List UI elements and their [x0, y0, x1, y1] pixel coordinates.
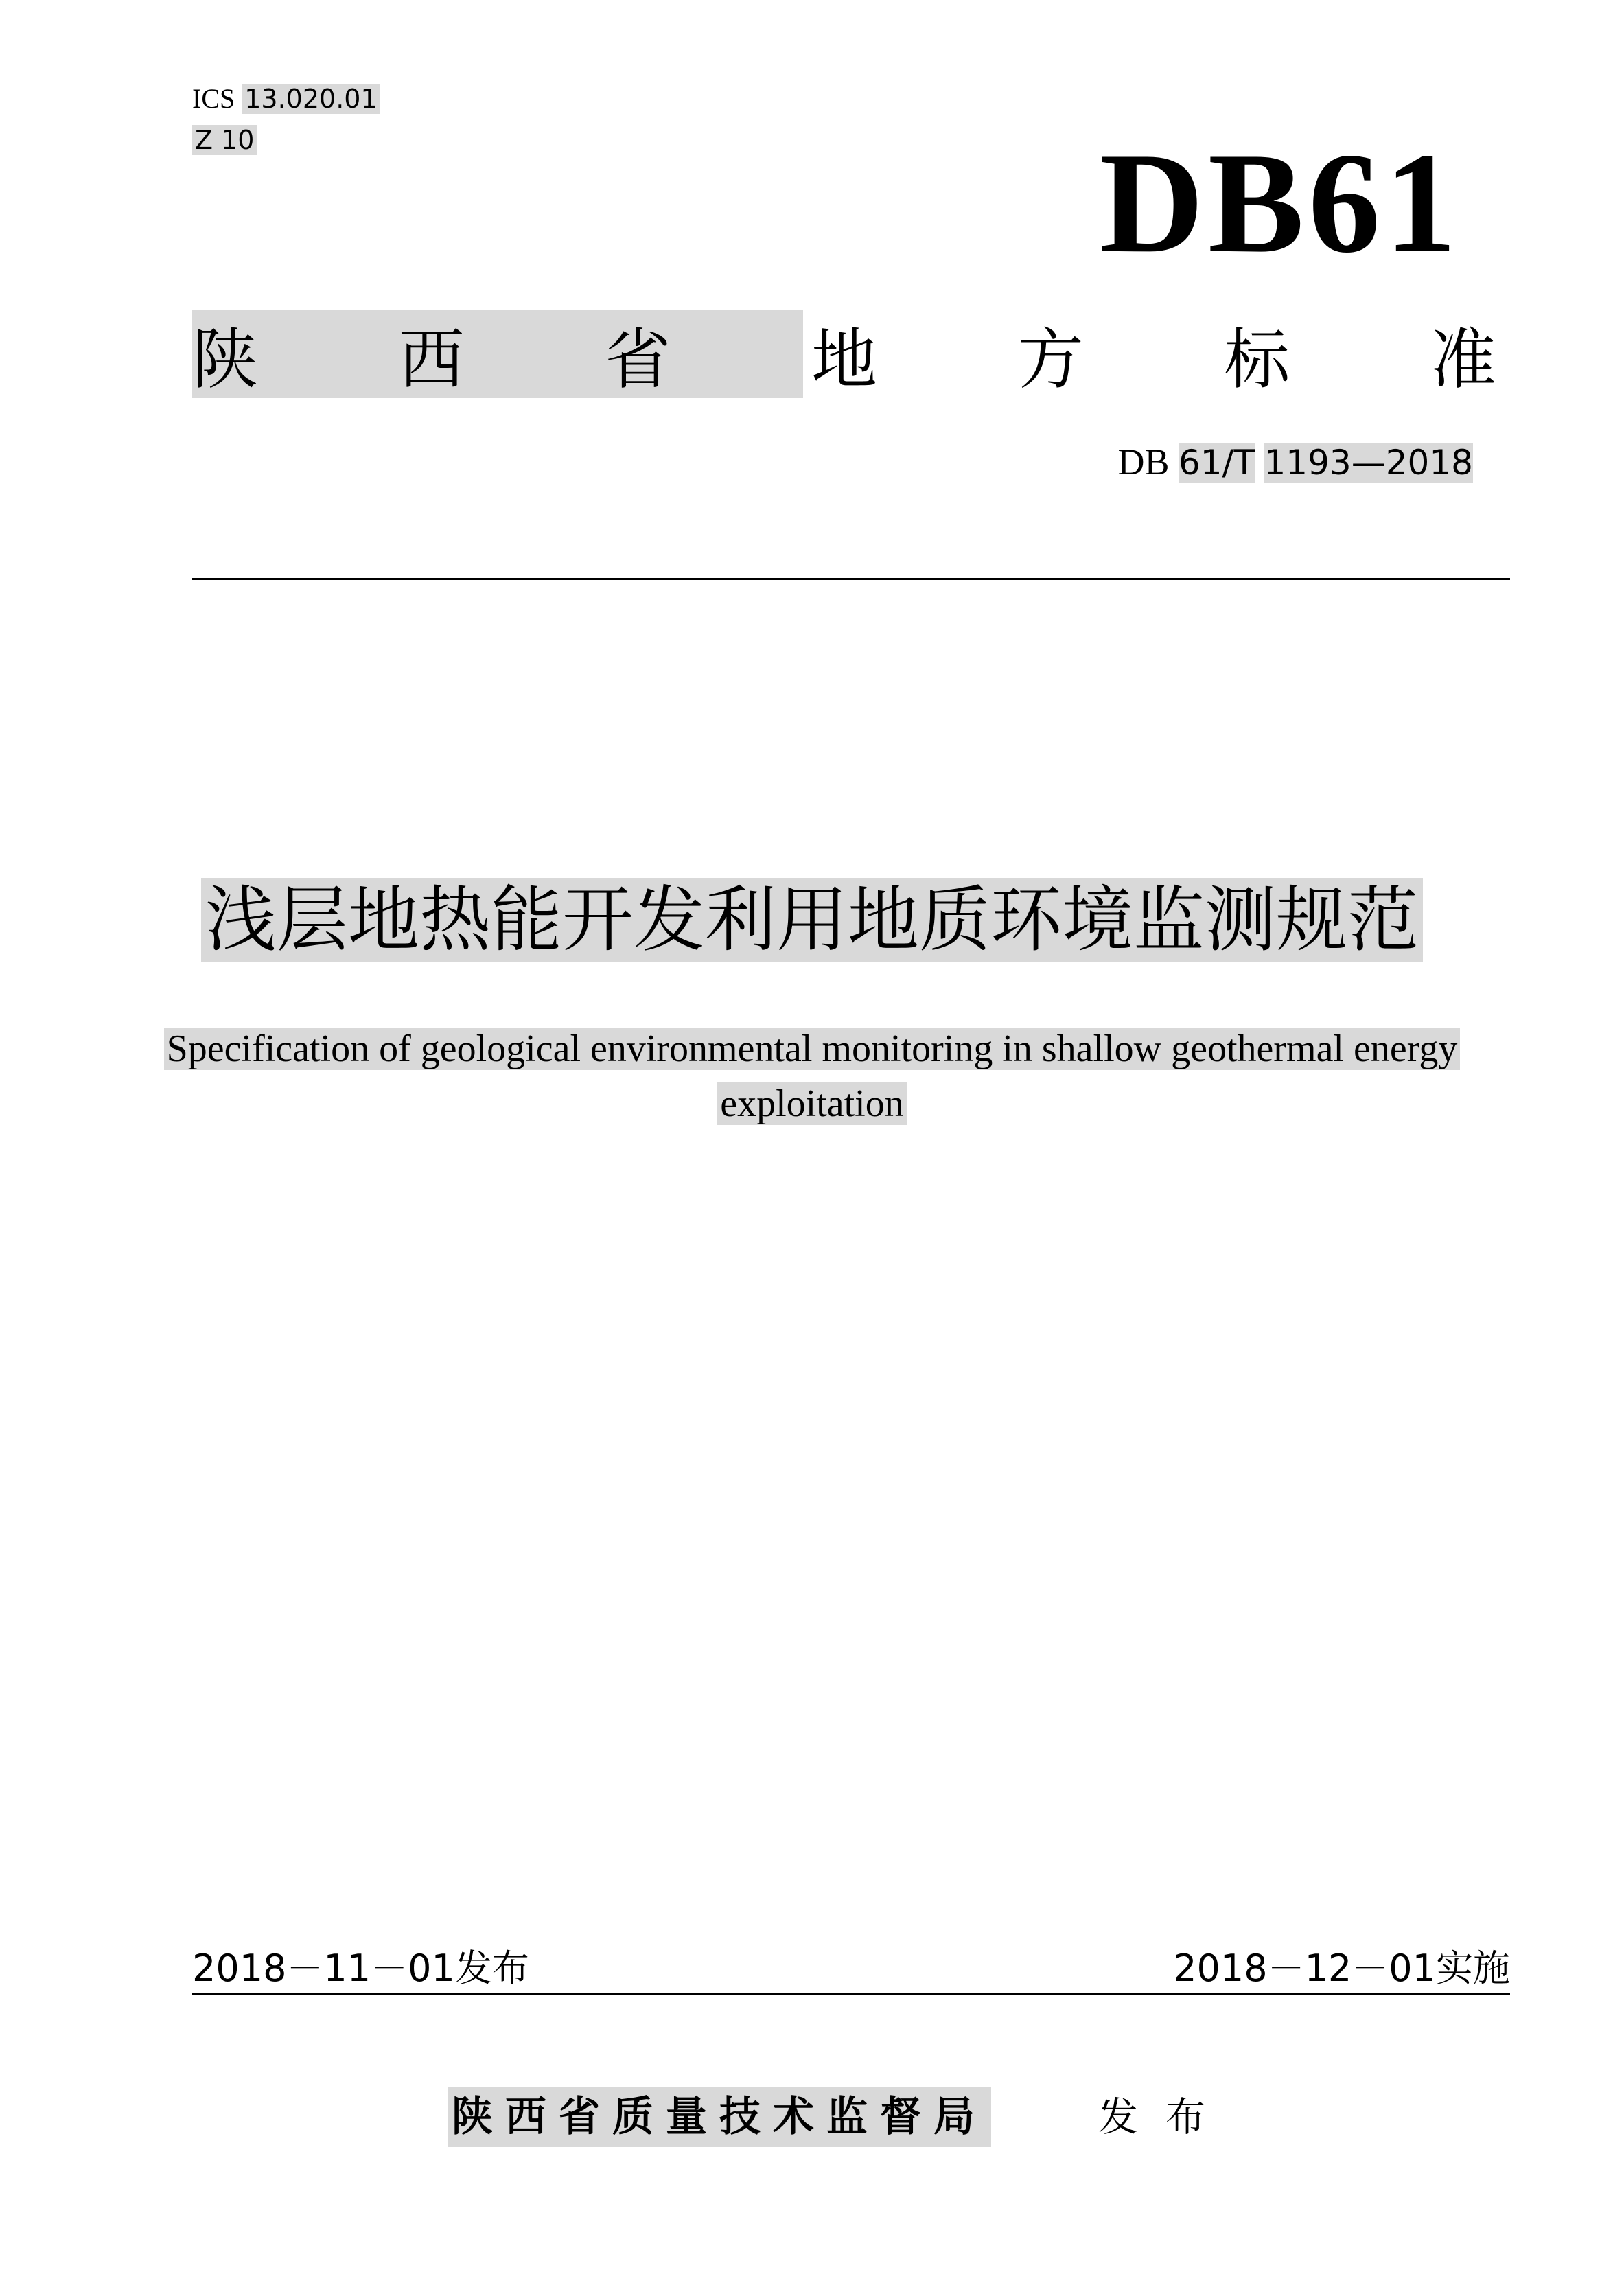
db-mark [1100, 124, 1461, 283]
ccs-code: Z 10 [192, 125, 257, 155]
implement-date: 2018－12－01 [1173, 1947, 1436, 1990]
ics-label: ICS [192, 83, 235, 114]
ccs-code-line [192, 122, 257, 158]
standard-type-char: 方 [1017, 321, 1084, 398]
issuer-name: 陕西省质量技术监督局 [448, 2087, 991, 2147]
chinese-title-text: 浅层地热能开发利用地质环境监测规范 [201, 878, 1423, 962]
publish-date: 2018－11－01 [192, 1947, 455, 1990]
standard-number-prefix: DB [1117, 441, 1170, 483]
standard-type-char: 标 [1224, 321, 1290, 398]
standard-type-char: 地 [811, 321, 877, 398]
bottom-divider [192, 1993, 1510, 1995]
english-title-line1: Specification of geological environmental monitoring in shallow geothermal energy [164, 1028, 1461, 1070]
english-title [0, 1021, 1624, 1131]
standard-number-code: 61/T [1178, 443, 1255, 483]
date-row [192, 1941, 1510, 1996]
standard-type-char: 西 [398, 321, 465, 398]
db-mark-text: DB61 [1100, 124, 1461, 283]
top-divider [192, 578, 1510, 580]
standard-number-year: 1193—2018 [1264, 443, 1473, 483]
standard-type-char: 省 [605, 321, 671, 398]
english-title-line2: exploitation [717, 1082, 907, 1125]
implement-date-block [1173, 1941, 1510, 1996]
standard-type-char: 陕 [192, 321, 258, 398]
publish-label: 发布 [454, 1947, 529, 1990]
publish-date-block [192, 1941, 529, 1996]
ics-code: 13.020.01 [242, 84, 380, 114]
ics-code-line [192, 81, 380, 117]
standard-type-char: 准 [1430, 321, 1496, 398]
issuer-action: 发布 [1098, 2094, 1233, 2140]
chinese-title [0, 872, 1624, 968]
standard-number [1117, 438, 1473, 487]
standard-type-heading [192, 310, 1496, 398]
implement-label: 实施 [1436, 1947, 1510, 1990]
